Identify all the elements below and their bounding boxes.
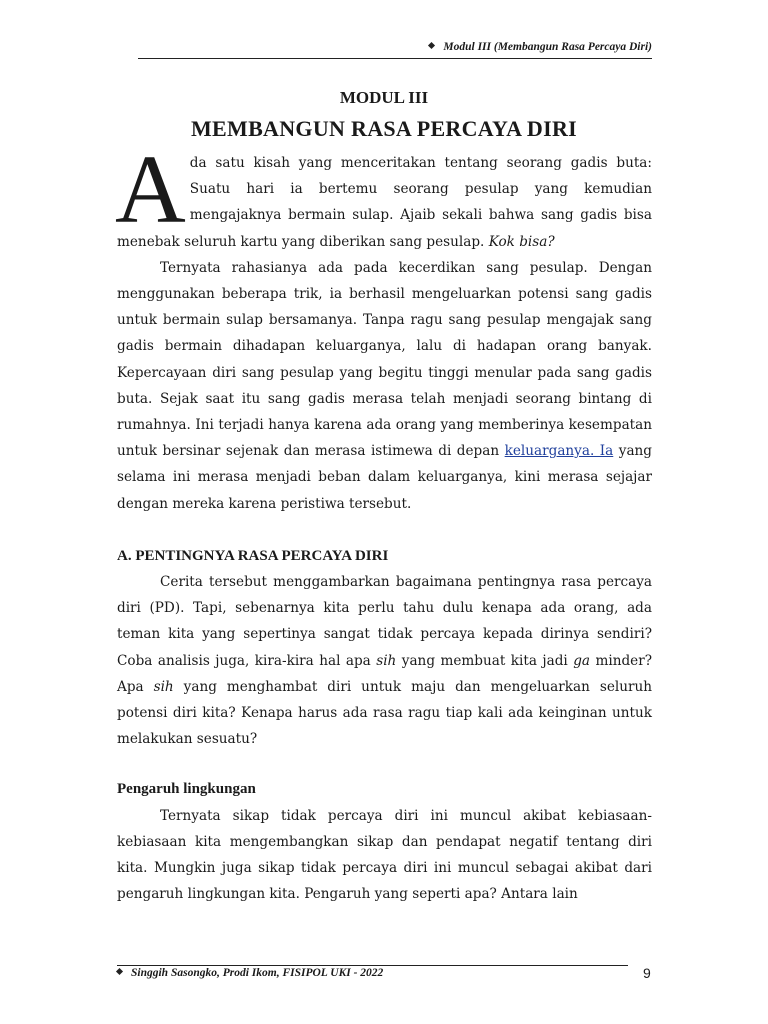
section-a-text-4: yang menghambat diri untuk maju dan mengeluarkan seluruh potensi diri kita? Kenapa harus ada rasa ragu tiap kali ada keinginan untuk melakukan sesuatu? <box>117 678 652 748</box>
story-text-after: yang selama ini merasa menjadi beban dalam keluarganya, kini merasa sejajar dengan mereka karena peristiwa tersebut. <box>117 443 653 512</box>
document-body <box>115 136 653 907</box>
section-a-text-2: yang membuat kita jadi <box>396 652 574 669</box>
section-a-italic-2: ga <box>573 652 591 669</box>
running-header-text <box>429 41 652 53</box>
intro-text: da satu kisah yang menceritakan tentang seorang gadis buta: Suatu hari ia bertemu seorang pesulap yang kemudian mengajaknya bermain sulap. Ajaib sekali bahwa sang gadis bisa menebak seluruh kartu yang diberikan sang pesulap. <box>117 155 652 250</box>
section-a-text-1: Cerita tersebut menggambarkan bagaimana pentingnya rasa percaya diri (PD). Tapi, sebenarnya kita perlu tahu dulu kenapa ada orang, ada teman kita yang sepertinya sangat tidak percaya kepada dirinya sendiri? Coba analisis juga, kira-kira hal apa <box>117 574 652 669</box>
section-a-text-3: minder? Apa <box>117 652 652 695</box>
page-number: 9 <box>643 965 651 981</box>
footer-author-text: Singgih Sasongko, Prodi Ikom, FISIPOL UKI - 2022 <box>131 967 384 979</box>
diamond-bullet-icon <box>116 968 123 975</box>
keluarganya-link[interactable]: keluarganya. Ia <box>504 443 614 460</box>
running-header <box>138 38 652 59</box>
footer-rule <box>117 965 628 966</box>
spacer <box>117 752 652 776</box>
subsection-paragraph: Ternyata sikap tidak percaya diri ini muncul akibat kebiasaan-kebiasaan kita mengembangkan sikap dan pendapat negatif tentang diri kita. Mungkin juga sikap tidak percaya diri ini muncul sebagai akibat dari pengaruh lingkungan kita. Pengaruh yang seperti apa? Antara lain <box>117 807 652 903</box>
story-text-before: Ternyata rahasianya ada pada kecerdikan sang pesulap. Dengan menggunakan beberapa trik, ia berhasil mengeluarkan potensi sang gadis untuk bermain sulap bersamanya. Tanpa ragu sang pesulap mengajak sang gadis bermain dihadapan keluarganya, lalu di hadapan orang banyak. Kepercayaan diri sang pesulap yang begitu tinggi menular pada sang gadis buta. Sejak saat itu sang gadis merasa telah menjadi seorang bintang di rumahnya. Ini terjadi hanya karena ada orang yang memberinya kesempatan untuk bersinar sejenak dan merasa istimewa di depan <box>117 259 652 460</box>
section-a-italic-1: sih <box>376 652 397 669</box>
section-a-italic-3: sih <box>153 678 174 695</box>
diamond-bullet-icon <box>428 42 435 49</box>
section-a-paragraph <box>117 569 652 752</box>
drop-cap: A <box>115 136 186 244</box>
intro-italic: Kok bisa? <box>488 233 555 250</box>
footer-author <box>117 967 383 979</box>
intro-paragraph <box>115 136 652 255</box>
subsection-heading: Pengaruh lingkungan <box>117 781 256 798</box>
story-paragraph <box>117 255 652 517</box>
module-title: MEMBANGUN RASA PERCAYA DIRI <box>190 116 578 141</box>
section-a-heading: A. PENTINGNYA RASA PERCAYA DIRI <box>117 547 389 564</box>
running-title: Modul III (Membangun Rasa Percaya Diri) <box>443 41 652 53</box>
module-label: MODUL III <box>339 88 429 107</box>
spacer <box>117 517 652 543</box>
